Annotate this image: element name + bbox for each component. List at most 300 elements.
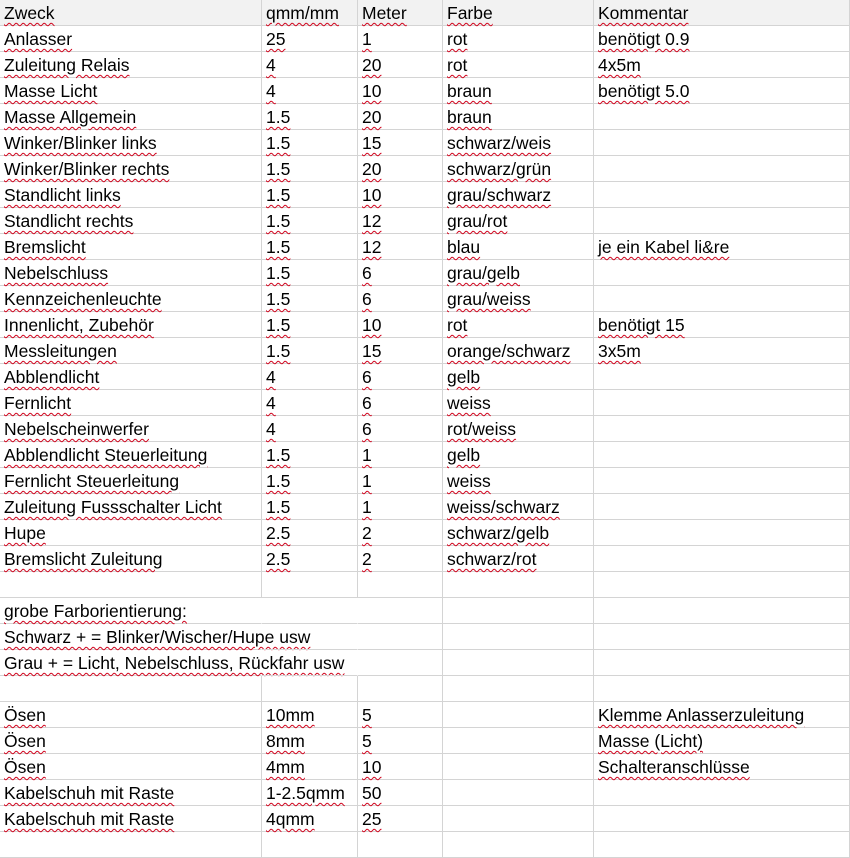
cell-text: Ösen (4, 731, 46, 751)
table-row (0, 494, 850, 520)
cell-cross-section[interactable] (262, 468, 358, 494)
cell-text: Schwarz + = Blinker/Wischer/Hupe usw (4, 627, 311, 647)
cell-color[interactable] (443, 78, 594, 104)
cell-text: Standlicht rechts (4, 211, 134, 231)
cell-text: 10 (362, 757, 382, 777)
cell-comment[interactable] (594, 208, 850, 234)
table-row (0, 806, 850, 832)
cell-purpose[interactable] (0, 572, 262, 598)
cell-color[interactable] (443, 676, 594, 702)
cell-comment[interactable] (594, 52, 850, 78)
cell-text: 6 (362, 289, 372, 309)
cell-length[interactable] (358, 286, 443, 312)
cell-cross-section[interactable] (262, 260, 358, 286)
cell-text: Standlicht links (4, 185, 121, 205)
table-row (0, 260, 850, 286)
cell-color[interactable] (443, 598, 594, 624)
cell-length[interactable] (358, 234, 443, 260)
cell-purpose[interactable] (0, 390, 262, 416)
table-row (0, 338, 850, 364)
cell-text: 1-2.5qmm (266, 783, 345, 803)
cell-text: 1.5 (266, 185, 291, 205)
cell-length[interactable] (358, 832, 443, 858)
cell-text: Zuleitung Relais (4, 55, 130, 75)
cell-text: 5 (362, 705, 372, 725)
cell-cross-section[interactable] (262, 598, 358, 624)
cell-color[interactable] (443, 234, 594, 260)
cell-text: rot/weiss (447, 419, 517, 439)
cell-text: 1.5 (266, 237, 291, 257)
cell-comment[interactable] (594, 364, 850, 390)
cell-text: je ein Kabel li&re (598, 237, 730, 257)
cell-purpose[interactable] (0, 676, 262, 702)
cell-text: Nebelschluss (4, 263, 109, 283)
cell-color[interactable] (443, 26, 594, 52)
cell-length[interactable] (358, 468, 443, 494)
cell-cross-section[interactable] (262, 104, 358, 130)
cell-cross-section[interactable] (262, 416, 358, 442)
cell-length[interactable] (358, 702, 443, 728)
cell-text: rot (447, 29, 468, 49)
cell-text: orange/schwarz (447, 341, 571, 361)
cell-cross-section[interactable] (262, 832, 358, 858)
cell-purpose[interactable] (0, 260, 262, 286)
cell-text: Innenlicht, Zubehör (4, 315, 154, 335)
cell-text: Zuleitung Fussschalter Licht (4, 497, 222, 517)
table-row (0, 702, 850, 728)
cell-length[interactable] (358, 26, 443, 52)
cell-color[interactable] (443, 156, 594, 182)
cell-cross-section[interactable] (262, 312, 358, 338)
table-row (0, 650, 850, 676)
table-row (0, 26, 850, 52)
cell-color[interactable] (443, 572, 594, 598)
cell-length[interactable] (358, 182, 443, 208)
table-row (0, 546, 850, 572)
cell-comment[interactable] (594, 468, 850, 494)
cell-comment[interactable] (594, 78, 850, 104)
cell-text: 1.5 (266, 289, 291, 309)
cell-text: 10 (362, 185, 382, 205)
cell-text: braun (447, 81, 492, 101)
cell-comment[interactable] (594, 832, 850, 858)
cell-text: benötigt 5.0 (598, 81, 690, 101)
cell-cross-section[interactable] (262, 364, 358, 390)
cell-length[interactable] (358, 104, 443, 130)
cell-length[interactable] (358, 754, 443, 780)
cell-text: 1.5 (266, 263, 291, 283)
cell-length[interactable] (358, 312, 443, 338)
cell-purpose[interactable] (0, 702, 262, 728)
cell-text: 12 (362, 237, 382, 257)
cell-comment[interactable] (594, 286, 850, 312)
cell-length[interactable] (358, 728, 443, 754)
cell-text: 4 (266, 55, 276, 75)
cell-cross-section[interactable] (262, 624, 358, 650)
cell-purpose[interactable] (0, 156, 262, 182)
column-header-color[interactable] (443, 0, 594, 26)
cell-comment[interactable] (594, 520, 850, 546)
cell-text: Bremslicht Zuleitung (4, 549, 163, 569)
cell-text: 4qmm (266, 809, 315, 829)
cell-text: 4 (266, 393, 276, 413)
cell-cross-section[interactable] (262, 754, 358, 780)
cell-text: weiss (447, 471, 491, 491)
cell-text: 6 (362, 263, 372, 283)
cell-purpose[interactable] (0, 624, 311, 650)
cell-cross-section[interactable] (262, 52, 358, 78)
cell-text: 1.5 (266, 211, 291, 231)
cell-cross-section[interactable] (262, 572, 358, 598)
column-header-length[interactable] (358, 0, 443, 26)
cell-cross-section[interactable] (262, 780, 358, 806)
cell-comment[interactable] (594, 650, 850, 676)
cell-comment[interactable] (594, 572, 850, 598)
cell-color[interactable] (443, 182, 594, 208)
cell-cross-section[interactable] (262, 494, 358, 520)
cell-cross-section[interactable] (262, 208, 358, 234)
table-row (0, 624, 850, 650)
table-row (0, 572, 850, 598)
cell-text: weiss/schwarz (447, 497, 560, 517)
cell-text: 4 (266, 419, 276, 439)
cell-text: Klemme Anlasserzuleitung (598, 705, 805, 725)
cell-text: Masse Allgemein (4, 107, 137, 127)
cell-text: 25 (266, 29, 286, 49)
cell-comment[interactable] (594, 494, 850, 520)
table-row (0, 78, 850, 104)
cell-length[interactable] (358, 442, 443, 468)
cell-length[interactable] (358, 78, 443, 104)
cell-cross-section[interactable] (262, 806, 358, 832)
cell-text: 2 (362, 523, 372, 543)
cell-comment[interactable] (594, 754, 850, 780)
cell-text: 1.5 (266, 107, 291, 127)
table-row (0, 312, 850, 338)
cell-color[interactable] (443, 468, 594, 494)
cell-length[interactable] (358, 390, 443, 416)
cell-cross-section[interactable] (262, 286, 358, 312)
cell-text: Kabelschuh mit Raste (4, 783, 175, 803)
cell-text: Hupe (4, 523, 46, 543)
cell-cross-section[interactable] (262, 78, 358, 104)
cell-cross-section[interactable] (262, 156, 358, 182)
cell-color[interactable] (443, 494, 594, 520)
cell-text: benötigt 0.9 (598, 29, 690, 49)
cell-text: 1.5 (266, 445, 291, 465)
cell-text: 1 (362, 471, 372, 491)
cell-purpose[interactable] (0, 728, 262, 754)
cell-text: 4 (266, 81, 276, 101)
cell-length[interactable] (358, 130, 443, 156)
cell-length[interactable] (358, 520, 443, 546)
cell-text: 1 (362, 29, 372, 49)
cell-text: Schalteranschlüsse (598, 757, 750, 777)
cell-text: weiss (447, 393, 491, 413)
cell-comment[interactable] (594, 156, 850, 182)
cell-text: 4 (266, 367, 276, 387)
cell-text: schwarz/weis (447, 133, 552, 153)
cell-comment[interactable] (594, 598, 850, 624)
cell-length[interactable] (358, 598, 443, 624)
column-header-purpose[interactable] (0, 0, 262, 26)
cell-text: 2.5 (266, 523, 291, 543)
cell-text: Kabelschuh mit Raste (4, 809, 175, 829)
cell-purpose[interactable] (0, 650, 345, 676)
cell-text: 25 (362, 809, 382, 829)
cell-text: gelb (447, 367, 481, 387)
cell-color[interactable] (443, 546, 594, 572)
table-row (0, 780, 850, 806)
cell-comment[interactable] (594, 806, 850, 832)
cell-text: grau/rot (447, 211, 508, 231)
cell-purpose[interactable] (0, 546, 262, 572)
cell-text: Masse Licht (4, 81, 98, 101)
cell-text: schwarz/grün (447, 159, 552, 179)
cell-comment[interactable] (594, 390, 850, 416)
cell-text: rot (447, 55, 468, 75)
cell-cross-section[interactable] (262, 26, 358, 52)
cell-text: 1.5 (266, 315, 291, 335)
cell-purpose[interactable] (0, 52, 262, 78)
cell-comment[interactable] (594, 676, 850, 702)
cell-cross-section[interactable] (262, 442, 358, 468)
cell-text: 1.5 (266, 497, 291, 517)
cell-text: 1 (362, 445, 372, 465)
cell-comment[interactable] (594, 26, 850, 52)
cell-text: 1.5 (266, 471, 291, 491)
table-row (0, 728, 850, 754)
cell-text: 15 (362, 133, 382, 153)
cell-purpose[interactable] (0, 494, 262, 520)
cell-text: Ösen (4, 705, 46, 725)
cell-purpose[interactable] (0, 26, 262, 52)
cell-color[interactable] (443, 286, 594, 312)
cell-comment[interactable] (594, 312, 850, 338)
cell-length[interactable] (358, 260, 443, 286)
cell-color[interactable] (443, 624, 594, 650)
cell-purpose[interactable] (0, 286, 262, 312)
cell-color[interactable] (443, 130, 594, 156)
cell-text: 4x5m (598, 55, 641, 75)
cell-text: Fernlicht Steuerleitung (4, 471, 180, 491)
cell-color[interactable] (443, 702, 594, 728)
table-row (0, 416, 850, 442)
table-row (0, 520, 850, 546)
cell-color[interactable] (443, 104, 594, 130)
table-row (0, 598, 850, 624)
cell-comment[interactable] (594, 624, 850, 650)
cell-color[interactable] (443, 364, 594, 390)
table-row (0, 52, 850, 78)
cell-purpose[interactable] (0, 780, 262, 806)
table-row (0, 364, 850, 390)
cell-purpose[interactable] (0, 832, 262, 858)
cell-color[interactable] (443, 780, 594, 806)
cell-text: Ösen (4, 757, 46, 777)
cell-purpose[interactable] (0, 806, 262, 832)
table-row (0, 754, 850, 780)
cell-cross-section[interactable] (262, 182, 358, 208)
table-row (0, 234, 850, 260)
cell-color[interactable] (443, 442, 594, 468)
cell-purpose[interactable] (0, 338, 262, 364)
cell-purpose[interactable] (0, 312, 262, 338)
cell-text: Abblendlicht Steuerleitung (4, 445, 208, 465)
cell-purpose[interactable] (0, 78, 262, 104)
cell-comment[interactable] (594, 104, 850, 130)
cell-text: Winker/Blinker rechts (4, 159, 170, 179)
cell-cross-section[interactable] (262, 728, 358, 754)
cell-length[interactable] (358, 52, 443, 78)
cell-comment[interactable] (594, 702, 850, 728)
cell-text: grau/weiss (447, 289, 531, 309)
cell-text: blau (447, 237, 481, 257)
cell-color[interactable] (443, 416, 594, 442)
cell-text: 50 (362, 783, 382, 803)
cell-length[interactable] (358, 650, 443, 676)
cell-color[interactable] (443, 260, 594, 286)
table-row (0, 676, 850, 702)
cell-color[interactable] (443, 390, 594, 416)
cell-text: braun (447, 107, 492, 127)
column-header-cross-section[interactable] (262, 0, 358, 26)
cell-text: 1.5 (266, 341, 291, 361)
cell-comment[interactable] (594, 546, 850, 572)
cell-color[interactable] (443, 338, 594, 364)
cell-cross-section[interactable] (262, 520, 358, 546)
cell-color[interactable] (443, 832, 594, 858)
cell-length[interactable] (358, 208, 443, 234)
cell-text: Bremslicht (4, 237, 86, 257)
table-row (0, 286, 850, 312)
cell-cross-section[interactable] (262, 702, 358, 728)
cell-length[interactable] (358, 364, 443, 390)
cell-comment[interactable] (594, 234, 850, 260)
cell-purpose[interactable] (0, 182, 262, 208)
cell-comment[interactable] (594, 130, 850, 156)
cell-color[interactable] (443, 650, 594, 676)
cell-text: 10mm (266, 705, 315, 725)
cell-text: 3x5m (598, 341, 641, 361)
cell-purpose[interactable] (0, 598, 262, 624)
cell-purpose[interactable] (0, 234, 262, 260)
cell-purpose[interactable] (0, 208, 262, 234)
cell-cross-section[interactable] (262, 130, 358, 156)
cell-length[interactable] (358, 338, 443, 364)
cell-comment[interactable] (594, 182, 850, 208)
cell-text: 20 (362, 159, 382, 179)
cell-comment[interactable] (594, 416, 850, 442)
table-row (0, 156, 850, 182)
cell-text: Meter (362, 3, 407, 23)
table-row (0, 832, 850, 858)
cell-text: 6 (362, 393, 372, 413)
cell-comment[interactable] (594, 780, 850, 806)
cell-cross-section[interactable] (262, 390, 358, 416)
cell-cross-section[interactable] (262, 234, 358, 260)
cell-text: benötigt 15 (598, 315, 685, 335)
cell-purpose[interactable] (0, 754, 262, 780)
cell-comment[interactable] (594, 338, 850, 364)
cell-text: Farbe (447, 3, 493, 23)
cell-text: Kennzeichenleuchte (4, 289, 162, 309)
cell-text: 1.5 (266, 159, 291, 179)
cell-cross-section[interactable] (262, 650, 358, 676)
cell-text: Messleitungen (4, 341, 117, 361)
cell-color[interactable] (443, 806, 594, 832)
cell-text: grobe Farborientierung: (4, 601, 187, 621)
cell-length[interactable] (358, 572, 443, 598)
cell-comment[interactable] (594, 442, 850, 468)
cell-length[interactable] (358, 780, 443, 806)
cell-text: 15 (362, 341, 382, 361)
table-row (0, 390, 850, 416)
cell-text: schwarz/gelb (447, 523, 550, 543)
cell-text: schwarz/rot (447, 549, 537, 569)
cell-text: 2 (362, 549, 372, 569)
cell-text: 1 (362, 497, 372, 517)
table-row (0, 104, 850, 130)
cell-cross-section[interactable] (262, 338, 358, 364)
cell-color[interactable] (443, 754, 594, 780)
header-row (0, 0, 850, 26)
cell-comment[interactable] (594, 260, 850, 286)
cell-purpose[interactable] (0, 468, 262, 494)
cell-length[interactable] (358, 806, 443, 832)
cell-color[interactable] (443, 728, 594, 754)
cell-text: rot (447, 315, 468, 335)
cell-purpose[interactable] (0, 104, 262, 130)
table-row (0, 468, 850, 494)
cell-purpose[interactable] (0, 520, 262, 546)
cell-text: Winker/Blinker links (4, 133, 157, 153)
cell-text: 4mm (266, 757, 305, 777)
cell-purpose[interactable] (0, 442, 262, 468)
cell-text: Zweck (4, 3, 55, 23)
cell-text: 6 (362, 367, 372, 387)
cell-text: grau/schwarz (447, 185, 552, 205)
cell-length[interactable] (358, 546, 443, 572)
cell-cross-section[interactable] (262, 676, 358, 702)
cell-text: 12 (362, 211, 382, 231)
cell-text: 2.5 (266, 549, 291, 569)
cell-text: Kommentar (598, 3, 689, 23)
cell-text: 20 (362, 107, 382, 127)
cell-text: Fernlicht (4, 393, 72, 413)
cell-text: 1.5 (266, 133, 291, 153)
cell-purpose[interactable] (0, 416, 262, 442)
cell-color[interactable] (443, 52, 594, 78)
cell-text: Masse (Licht) (598, 731, 704, 751)
cell-length[interactable] (358, 416, 443, 442)
cell-color[interactable] (443, 312, 594, 338)
cell-text: Anlasser (4, 29, 73, 49)
cell-color[interactable] (443, 208, 594, 234)
cell-purpose[interactable] (0, 364, 262, 390)
cell-length[interactable] (358, 156, 443, 182)
column-header-comment[interactable] (594, 0, 850, 26)
cell-color[interactable] (443, 520, 594, 546)
cell-length[interactable] (358, 624, 443, 650)
table-row (0, 182, 850, 208)
cell-purpose[interactable] (0, 130, 262, 156)
cell-comment[interactable] (594, 728, 850, 754)
cell-length[interactable] (358, 676, 443, 702)
cell-length[interactable] (358, 494, 443, 520)
cell-cross-section[interactable] (262, 546, 358, 572)
cell-text: Abblendlicht (4, 367, 100, 387)
